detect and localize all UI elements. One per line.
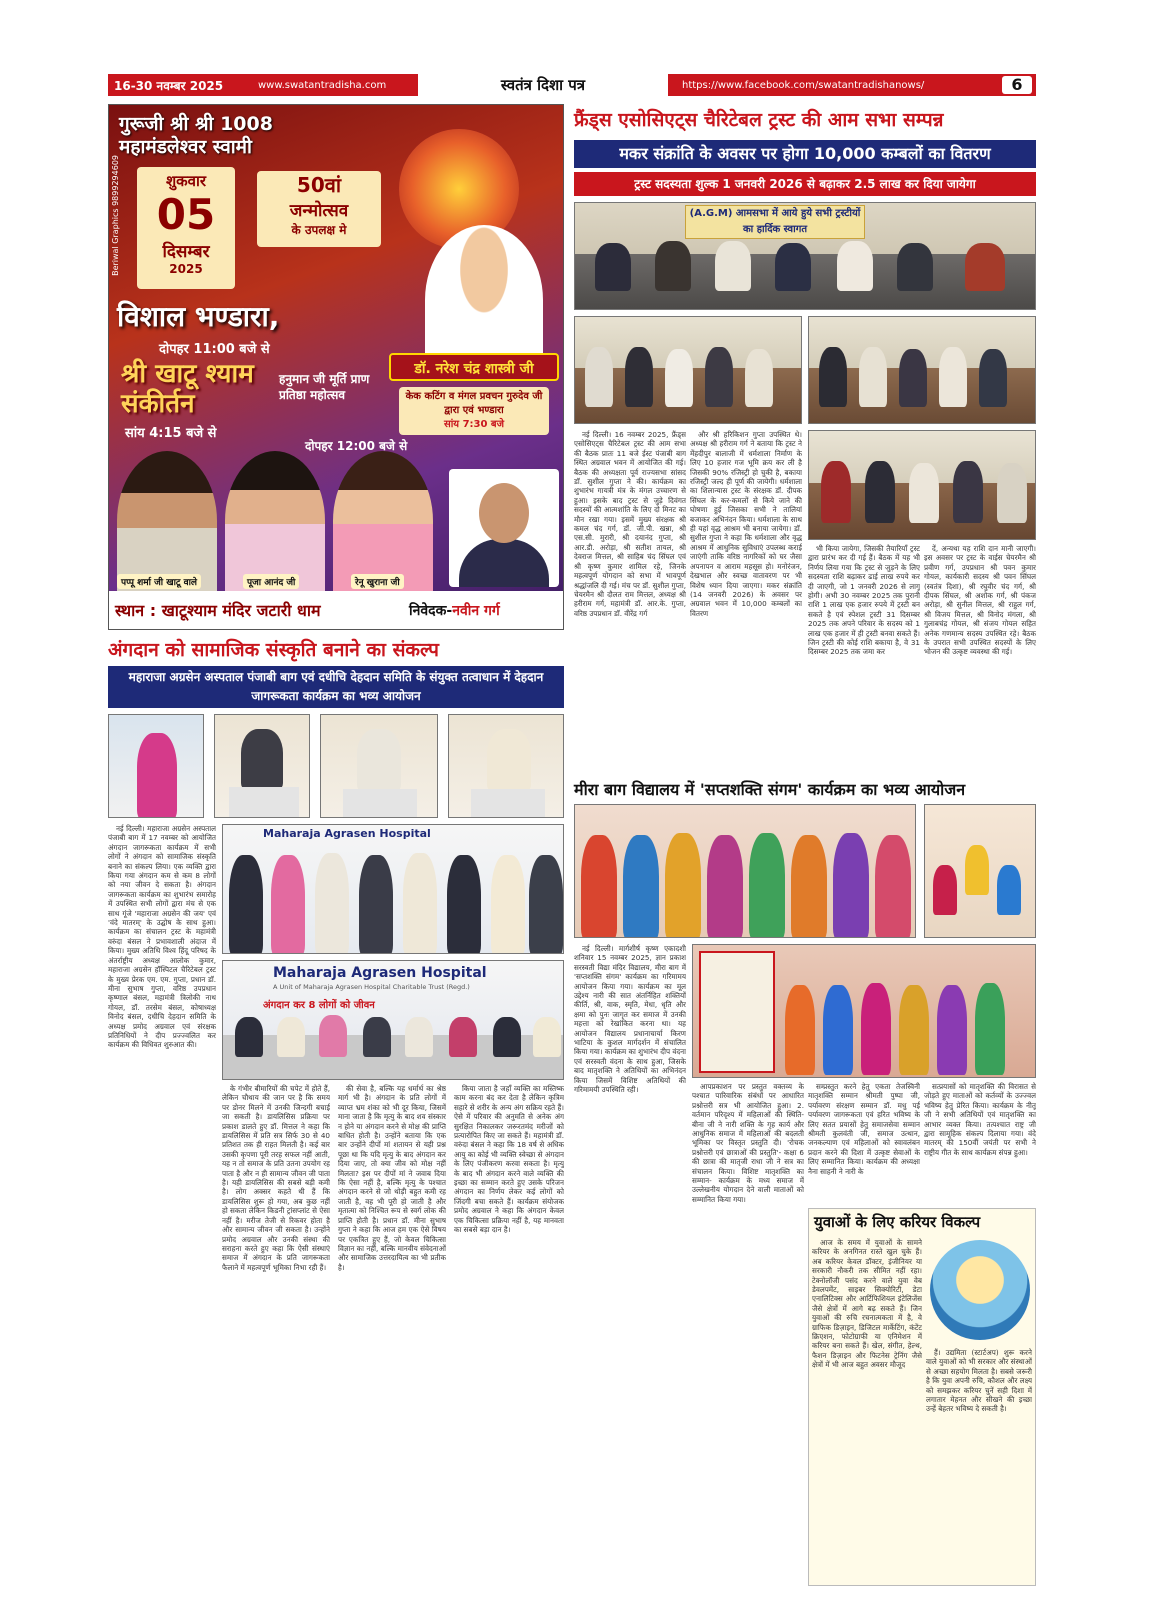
article1-column: [924, 544, 1036, 734]
article3-text: नई दिल्ली। मार्गशीर्ष कृष्ण एकादशी शनिवार 15 नवम्बर 2025, ज्ञान प्रकाश सरस्वती विद्या मंदिर विद्यालय, मीरा बाग में 'सप्तशक्ति संगम' कार्यक्रम का गरिमामय आयोजन किया गया। कार्यक्रम का मूल उद्देश्य नारी की सात अंतर्निहित शक्तियों कीर्ति, श्री, वाक, स्मृति, मेधा, धृति और क्षमा को पुनः जागृत कर समाज में उनकी महत्ता को रेखांकित करना था। यह आयोजन विद्यालय प्रधानाचार्या किरण भाटिया के कुशल मार्गदर्शन में संचालित किया गया। कार्यक्रम का शुभारंभ दीप वंदना एवं सरस्वती वंदना के साथ हुआ, जिसके बाद मातृशक्ति ने अतिथियों का अभिनंदन किया जिसमें विशिष्ट अतिथियों की गरिमामयी उपस्थिति रही।: [574, 944, 686, 1095]
article3-text: सम्प्रस्तुत करने हेतु एकता तेजस्विनी मातृशक्ति सम्मान श्रीमती पुष्पा जी, पर्यावरण संरक्षण सम्मान डॉ. मधु पई पर्यावरण जागरूकता एवं हरित भविष्य के लिए सतत प्रयासों हेतु समाजसेवा सम्मान श्रीमती कुलवंती जी, समाज उत्थान, जनकल्याण एवं महिलाओं को स्वावलंबन प्रदान करने की दिशा में उत्कृष्ट सेवाओं के लिए सम्मानित किया। कार्यक्रम की अध्यक्षा नैना साहनी ने नारी के: [808, 1082, 920, 1176]
singer-name: रेनू खुराना जी: [351, 574, 404, 589]
patron-suit: [459, 539, 549, 587]
issue-date: 16-30 नवम्बर 2025: [114, 78, 224, 93]
stage-banner-text: अंगदान कर 8 लोगों को जीवन: [263, 1000, 375, 1011]
person-figure: [235, 1017, 263, 1057]
person-figure: [493, 1017, 521, 1057]
person-figure: [665, 833, 701, 938]
jayanti-box: [257, 171, 381, 247]
person-figure: [359, 855, 393, 954]
article1-text: और श्री हरिकिशन गुप्ता उपस्थित थे। अध्यक्ष श्री हरीराम गर्ग ने बताया कि ट्रस्ट ने मेंहदीपुर बालाजी में धर्मशाला निर्माण के लिए 10 हजार गज भूमि क्रय कर ली है जिसकी 90% रजिस्ट्री हो चुकी है, बकाया रजिस्ट्री जल्द ही पूर्ण की जायेगी। धर्मशाला का शिलान्यास ट्रस्ट के संरक्षक डॉ. दीपक सिंघल के कर-कमलों से किये जाने की घोषणा हुई जिसका सभी ने तालियां बजाकर अभिनंदन किया। धर्मशाला के साथ ही यहां वृद्ध आश्रम भी बनाया जायेगा। डॉ. सुशील गुप्ता ने कहा कि धर्मशाला और वृद्ध आश्रम में आधुनिक सुविधाएं उपलब्ध कराई जाएंगी ताकि वरिष्ठ नागरिकों को घर जैसा अपनापन व आराम महसूस हो। मनोरंजन, देखभाल और स्वच्छ वातावरण पर भी विशेष ध्यान दिया जाएगा। मकर संक्रांति (14 जनवरी 2026) के अवसर पर अग्रवाल भवन में 10,000 कम्बलों का वितरण: [690, 430, 802, 618]
pravachan-time: सांय 7:30 बजे: [443, 419, 505, 430]
person-figure: [975, 983, 1005, 1075]
article2-column: [338, 1084, 446, 1586]
article3-text: सत्प्रयासों को मातृशक्ति की विरासत से जोड़ते हुए माताओं को कर्तव्यों के उज्ज्वल भविष्य हेतु प्रेरित किया। कार्यक्रम के नीतू जी ने सभी अतिथियों एवं मातृशक्ति का आभार व्यक्त किया। तत्पश्चात राष्ट्र जी द्वारा सामूहिक संकल्प दिलाया गया। वंदे मातरम् की 150वीं जयंती पर सभी ने राष्ट्रीय गीत के साथ कार्यक्रम संपन्न हुआ।: [924, 1082, 1036, 1157]
school-photo-group: [574, 804, 916, 938]
article4-headline: युवाओं के लिए करियर विकल्प: [814, 1213, 981, 1231]
bhandara-title: विशाल भण्डारा,: [117, 300, 280, 333]
organizer-name: नवीन गर्ग: [452, 602, 500, 619]
person-figure: [533, 1017, 561, 1057]
article4-column: [926, 1348, 1032, 1582]
person-figure: [821, 461, 851, 523]
speaker-name: डॉ. नरेश चंद्र शास्त्री जी: [389, 353, 559, 381]
speaker-figure: [357, 729, 401, 791]
person-figure: [405, 1017, 433, 1057]
poster-title: गुरूजी श्री श्री 1008 महामंडलेश्वर स्वामी: [119, 113, 273, 158]
article2-subheadline: महाराजा अग्रसेन अस्पताल पंजाबी बाग एवं दधीचि देहदान समिति के संयुक्त तत्वाधान में देहदान जागरूकता कार्यक्रम का भव्य आयोजन: [108, 666, 564, 708]
speaker-figure: [241, 729, 283, 789]
masthead: स्वतंत्र दिशा पत्र: [418, 74, 668, 96]
person-figure: [491, 855, 525, 954]
person-figure: [979, 349, 1007, 407]
organizer: [409, 601, 500, 620]
singer-name: पूजा आनंद जी: [243, 574, 299, 589]
event-date-box: [137, 167, 235, 289]
person-figure: [749, 833, 785, 938]
person-figure: [403, 853, 437, 954]
article4-text: आज के समय में युवाओं के सामने करियर के अनगिनत रास्ते खुल चुके हैं। अब करियर केवल डॉक्टर, इंजीनियर या सरकारी नौकरी तक सीमित नहीं रहा। टेक्नोलॉजी पसंद करने वाले युवा वेब डेवलपमेंट, साइबर सिक्योरिटी, डेटा एनालिटिक्स और आर्टिफिशियल इंटेलिजेंस जैसे क्षेत्रों में आगे बढ़ सकते हैं। जिन युवाओं की रुचि रचनात्मकता में है, वे ग्राफिक डिज़ाइन, डिजिटल मार्केटिंग, कंटेंट क्रिएशन, फोटोग्राफी या एनिमेशन में करियर बना सकते हैं। खेल, संगीत, हेल्थ, फैशन डिज़ाइन और फिटनेस ट्रेनिंग जैसे क्षेत्रों में भी आज बहुत अवसर मौजूद: [812, 1238, 922, 1370]
article3-column: [924, 1082, 1036, 1202]
page-header: [108, 74, 1036, 96]
patron-face: [479, 483, 529, 543]
page-number: 6: [1002, 76, 1032, 94]
person-figure: [745, 349, 773, 407]
shakti-poster: [699, 951, 775, 1073]
newspaper-page: [108, 68, 1036, 1588]
event-poster: [108, 104, 564, 630]
article2-text: के गंभीर बीमारियों की चपेट में होते हैं, लेकिन चौथाय की जान पर है कि समय पर डोनर मिलने में उनकी जिन्दगी बचाई जा सकती है। डायलिसिस प्रक्रिया पर प्रकाश डालते हुए डॉ. मित्तल ने कहा कि डायलिसिस में प्रति सत्र सिर्फ 30 से 40 प्रतिशत तक ही राहत मिलती है। कई बार उसकी कृपणा पूरी तरह सफल नहीं आती, यह न तो समाज के प्रति उतना उपयोग रह पाता है और न ही सामान्य जीवन जी पाता है। यही डायलिसिस की सबसे बड़ी कमी है। लोग अक्सर कहते थी हैं कि डायलिसिस शुरू हो गया, अब कुछ नहीं हो सकता लेकिन किडनी ट्रांसप्लांट से ऐसा नहीं है। मरीज तेजी से रिकवर होता है और सामान्य जीवन जी सकता है। उन्होंने प्रमोद अग्रवाल और उनकी संस्था की सराहना करते हुए कहा कि ऐसी संस्थाएं समाज में अंगदान के प्रति जागरूकता फैलाने में महत्वपूर्ण भूमिका निभा रही हैं।: [222, 1084, 330, 1272]
career-graphic: [930, 1240, 1030, 1340]
school-photo-stage: [692, 944, 1036, 1078]
singers-group: [113, 441, 443, 591]
organizer-label: निवेदक-: [409, 602, 453, 619]
article2-column: [454, 1084, 564, 1586]
jayanti-sub: के उपलक्ष मे: [291, 223, 347, 237]
hospital-sign: Maharaja Agrasen Hospital: [273, 965, 487, 981]
article1-column: [690, 430, 802, 734]
person-figure: [861, 983, 891, 1075]
person-figure: [897, 243, 933, 291]
patron-photo: [449, 469, 559, 587]
singer-photo: [333, 451, 433, 591]
article1-sub2: ट्रस्ट सदस्यता शुल्क 1 जनवरी 2026 से बढ़ाकर 2.5 लाख कर दिया जायेगा: [574, 172, 1036, 196]
event-month: दिसम्बर: [162, 242, 210, 262]
person-figure: [859, 347, 887, 407]
person-figure: [271, 855, 305, 954]
person-figure: [229, 855, 263, 954]
person-figure: [791, 835, 827, 938]
sankirtan-title: श्री खाटू श्याम संकीर्तन: [121, 359, 254, 419]
person-figure: [875, 835, 911, 938]
facebook-link[interactable]: https://www.facebook.com/swatantradishanows/: [682, 79, 925, 91]
article2-text: किया जाता है जहाँ व्यक्ति का मस्तिष्क काम करना बंद कर देता है लेकिन कृत्रिम सहारे से शरीर के अन्य अंग सक्रिय रहते हैं। ऐसे में परिवार की अनुमति से अनेक अंग सुरक्षित निकालकर जरूरतमंद मरीजों को प्रत्यारोपित किए जा सकते हैं। महामंत्री डॉ. वरुंदा बंसल ने कहा कि 18 वर्ष से अधिक आयु का कोई भी व्यक्ति स्वेच्छा से अंगदान के लिए पंजीकरण करवा सकता है। मृत्यु के बाद भी अंगदान करने वाले व्यक्ति की इच्छा का सम्मान करते हुए उसके परिजन अंगदान का निर्णय लेकर कई लोगों को जिंदगी बचा सकते हैं। कार्यक्रम संयोजक प्रमोद अग्रवाल ने कहा कि अंगदान केवल एक चिकित्सा प्रक्रिया नहीं है, यह मानवता का सबसे बड़ा दान है।: [454, 1084, 564, 1235]
website-link[interactable]: www.swatantradisha.com: [258, 79, 387, 91]
organ-photo-3: [320, 714, 438, 818]
person-figure: [899, 349, 927, 407]
organ-photo-1: [108, 714, 204, 818]
person-figure: [939, 347, 967, 407]
event-year: 2025: [169, 262, 203, 276]
agm-photo-audience-1: [574, 316, 802, 424]
article1-column: [808, 544, 920, 734]
organ-photo-felicitation: [222, 824, 564, 954]
article1-text: भी किया जायेगा, जिसकी तैयारियाँ ट्रस्ट द्वारा प्रारंभ कर दी गई हैं। बैठक में यह भी निर्णय लिया गया कि ट्रस्ट से जुड़ने के लिए सदस्यता राशि बढ़ाकर ढाई लाख रुपये कर दी जाएगी, जो 1 जनवरी 2026 से लागू होगी। अभी 30 नवम्बर 2025 तक पुरानी राशि 1 लाख एक हजार रुपये में ट्रस्टी बन सकते है एवं स्पेशल ट्रस्टी 31 दिसम्बर 2025 तक अपने परिवार के सदस्य को 1 लाख एक हजार में ही ट्रस्टी बनवा सकते हैं। जिन ट्रस्टी की कोई राशि बकाया है, वे 31 दिसम्बर 2025 तक जमा कर: [808, 544, 920, 657]
person-figure: [837, 241, 873, 291]
poster-footer: [109, 591, 564, 629]
person-figure: [705, 347, 733, 407]
person-figure: [965, 845, 989, 895]
article1-text: दें, अन्यथा यह राशि दान मानी जाएगी। इस अवसर पर ट्रस्ट के वाईस चेयरमैन श्री प्रवीण गर्ग, उपप्रधान श्री पवन कुमार गोयल, कार्यकारी सदस्य श्री पवन सिंघल (स्वतंत्र दिशा), श्री रघुवीर चंद गर्ग, श्री दीपक सिंघल, श्री अशोक गर्ग, श्री पंकज अरोड़ा, श्री सुनील मित्तल, श्री राहुल गर्ग, श्री विजय मित्तल, श्री विनोद मंगला, श्री गुलाबचंद्र गोयल, श्री संजय गोयल सहित अनेक गणमान्य सदस्य उपस्थित रहे। बैठक के उपरात सभी उपस्थित सदस्यों के लिए भोजन की उत्कृष्ट व्यवस्था की गई।: [924, 544, 1036, 657]
school-photo-students: [924, 804, 1036, 938]
article1-sub1: मकर संक्रांति के अवसर पर होगा 10,000 कम्बलों का वितरण: [574, 140, 1036, 168]
person-figure: [449, 1017, 477, 1057]
person-figure: [775, 243, 811, 291]
pravachan-text: केक कटिंग व मंगल प्रवचन गुरुदेव जी द्वारा एवं भण्डारा: [405, 391, 543, 416]
person-figure: [655, 241, 691, 291]
person-figure: [933, 865, 957, 915]
singer-photo: [225, 451, 325, 591]
person-figure: [319, 1015, 347, 1057]
person-figure: [665, 349, 693, 407]
person-figure: [447, 855, 481, 954]
article3-column: [808, 1082, 920, 1202]
article2-text: की सेवा है, बल्कि यह धर्मार्थ का श्रेष्ठ मार्ग भी है। अंगदान के प्रति लोगों में व्याप्त भ्रम शंका को भी दूर किया, जिसमें माना जाता है कि मृत्यु के बाद शव संस्कार न होने या अंगदान करने से मोक्ष की प्राप्ति बाधित होती है। उन्होंने बताया कि एक बार उन्होंने दीपों मां शतायन से यही प्रश्न पूछा था कि यदि मृत्यु के बाद अंगदान कर दिया जाए, तो क्या जीव को मोक्ष नहीं मिलता? इस पर दीपों मां ने जवाब दिया कि ऐसा नहीं है, बल्कि मृत्यु के पश्चात अंगदान करने से जो थोड़ी बहुत कमी रह जाती है, वह भी पूरी हो जाती है और मृतात्मा को निश्चित रूप से स्वर्ग लोक की प्राप्ति होती है। प्रधान डॉ. मीना सुभाष गुप्ता ने कहा कि आज हम एक ऐसे विषय पर एकत्रित हुए हैं, जो केवल चिकित्सा विज्ञान का नहीं, बल्कि मानवीय संवेदनाओं और सामाजिक उत्तरदायित्व का भी प्रतीक है।: [338, 1084, 446, 1272]
hanuman-time: दोपहर 12:00 बजे से: [305, 439, 408, 453]
person-figure: [715, 241, 751, 291]
event-day: शुकवार: [165, 172, 207, 190]
person-figure: [997, 463, 1027, 523]
organ-photo-4: [448, 714, 564, 818]
singer-photo: [117, 451, 217, 591]
article3-column: [574, 944, 686, 1344]
speaker-figure: [137, 733, 177, 818]
person-figure: [953, 461, 983, 523]
venue: स्थान : खाटूश्याम मंदिर जटारी धाम: [115, 601, 321, 620]
person-figure: [865, 461, 895, 523]
agm-photo-main: [574, 202, 1036, 310]
sankirtan-time: सांय 4:15 बजे से: [125, 426, 217, 441]
poster-credit: Beriwal Graphics 9899294609: [111, 155, 120, 276]
speaker-figure: [487, 729, 531, 791]
person-figure: [581, 835, 617, 938]
article4-column: [812, 1238, 922, 1582]
organ-photo-stage: [222, 960, 564, 1080]
article1-column: [574, 430, 686, 734]
person-figure: [965, 243, 1005, 291]
pravachan-box: [399, 387, 549, 435]
person-figure: [899, 985, 929, 1075]
article1-headline: फ्रैंड्स एसोसिएट्स चैरिटेबल ट्रस्ट की आम सभा सम्पन्न: [574, 109, 944, 131]
person-figure: [909, 463, 939, 523]
person-figure: [997, 865, 1021, 915]
person-figure: [623, 835, 659, 938]
article1-text: नई दिल्ली। 16 नवम्बर 2025, फ्रैंड्स एसोसिएट्स चैरिटेबल ट्रस्ट की आम सभा की बैठक प्रातः 11 बजे ईस्ट पंजाबी बाग स्थित अग्रवाल भवन में आयोजित की गई। बैठक की अध्यक्षता पूर्व राज्यसभा सांसद डॉ. सुशील गुप्ता ने की। कार्यक्रम का शुभारंभ गायत्री मंत्र के मंगल उच्चारण से हुआ। इसके बाद ट्रस्ट से जुड़े दिवंगत सदस्यों की आत्मशांति के लिए दो मिनट का मौन रखा गया। इसमें मुख्य संरक्षक श्री कमल चंद गर्ग, डॉ. जी.पी. खन्ना, श्री एस.सी. मुरारी, श्री दयानंद गुप्ता, श्री आर.डी. अरोड़ा, श्री सतीश तायल, श्री देवराज मित्तल, श्री साहिब चंद सिंघल एवं श्री कृष्ण कुमार शामिल रहे, जिनके महत्वपूर्ण योगदान को सभा में भावपूर्ण श्रद्धांजलि दी गई। मंच पर डॉ. सुशील गुप्ता, चेयरमैन श्री दौलत राम मित्तल, अध्यक्ष श्री हरीराम गर्ग, महामंत्री डॉ. आर.के. गुप्ता, वरिष्ठ उपप्रधान डॉ. वीरेंद्र गर्ग: [574, 430, 686, 618]
article2-column: [222, 1084, 330, 1586]
person-figure: [785, 985, 815, 1075]
jayanti-number: 50वां: [296, 173, 342, 197]
person-figure: [595, 243, 631, 291]
person-figure: [529, 855, 563, 954]
article4-text: हैं। उद्यमिता (स्टार्टअप) शुरू करने वाले युवाओं को भी सरकार और संस्थाओं से अच्छा सहयोग मिलता है। सबसे जरूरी है कि युवा अपनी रुचि, कौशल और लक्ष्य को समझकर करियर चुनें सही दिशा में लगातार मेहनत और सीखने की इच्छा उन्हें बेहतर भविष्य दे सकती है।: [926, 1348, 1032, 1414]
person-figure: [823, 985, 853, 1075]
person-figure: [707, 835, 743, 938]
jayanti-label: जन्मोत्सव: [289, 201, 349, 221]
article3-text: आपप्रकाशन पर प्रस्तुत वक्तव्य के पश्चात पारिवारिक संबंधों पर आधारित प्रश्नोत्तरी सत्र भी आयोजित हुआ। 2. वर्तमान परिदृश्य में महिलाओं की स्थिति- बीना जी ने नारी शक्ति के गृह कार्य और आधुनिक समाज में महिलाओं की बदलती भूमिका पर विस्तृत प्रस्तुति दी। 'रोचक प्रश्नोत्तरी एवं छात्राओं की प्रस्तुति'- कक्षा 6 की छात्रा की मातृजी राधा जी ने सत्र का संचालन किया। विशिष्ट मातृशक्ति का सम्मान- कार्यक्रम के मध्य समाज में उल्लेखनीय योगदान देने वाली माताओं को सम्मानित किया गया।: [692, 1082, 804, 1204]
podium: [343, 789, 417, 817]
agm-photo-audience-2: [808, 316, 1036, 424]
article3-headline: मीरा बाग विद्यालय में 'सप्तशक्ति संगम' कार्यक्रम का भव्य आयोजन: [574, 780, 966, 799]
podium: [471, 789, 545, 817]
person-figure: [585, 347, 613, 407]
person-figure: [315, 853, 349, 954]
person-figure: [819, 347, 847, 407]
agm-banner: (A.G.M) आमसभा में आये हुये सभी ट्रस्टीयों का हार्दिक स्वागत: [685, 205, 865, 239]
person-figure: [937, 985, 967, 1075]
article2-column: [108, 824, 216, 1586]
article2-text: नई दिल्ली। महाराजा अग्रसेन अस्पताल पंजाबी बाग में 17 नवम्बर को आयोजित अंगदान जागरूकता कार्यक्रम में सभी लोगों ने अंगदान को सामाजिक संस्कृति बनाने का संकल्प लिया। एक व्यक्ति द्वारा किया गया अंगदान कम से कम 8 लोगों को नया जीवन दे सकता है। अंगदान जागरूकता कार्यक्रम का शुभारंभ समारोह में उपस्थित सभी लोगों द्वारा मंच से एक साथ गूंजे 'महाराजा अग्रसेन की जय' एवं 'वंदे मातरम्' के उद्घोष के साथ हुआ। कार्यक्रम का संचालन ट्रस्ट के महामंत्री वरुंदा बंसल ने प्रभावशाली अंदाज में किया। मुख्य अतिथि विश्व हिंदू परिषद के अंतर्राष्ट्रीय अध्यक्ष आलोक कुमार, महाराजा अग्रसेन हॉस्पिटल चैरिटेबल ट्रस्ट के मुख्य प्रेरक एम. एम. गुप्ता, प्रधान डॉ. मीना सुभाष गुप्ता, वरिष्ठ उपप्रधान कृष्णाल बंसल, महामंत्री त्रिलोकी नाथ गोयल, डॉ. तरसेम बंसल, कोषाध्यक्ष विनोद बंसल, दधीचि देहदान समिति के अध्यक्ष प्रमोद अग्रवाल एवं संरक्षक प्रतिनिधियों ने दीप प्रज्ज्वलित कर कार्यक्रम की विधिवत शुरुआत की।: [108, 824, 216, 1050]
event-date-number: 05: [156, 190, 216, 239]
hospital-sign: Maharaja Agrasen Hospital: [263, 827, 431, 840]
person-figure: [625, 347, 653, 407]
person-figure: [833, 833, 869, 938]
singer-name: पप्पू शर्मा जी खाटू वाले: [117, 574, 201, 589]
bhandara-time: दोपहर 11:00 बजे से: [159, 342, 270, 357]
person-figure: [363, 1017, 391, 1057]
agm-photo-audience-3: [808, 430, 1036, 540]
hospital-subtext: A Unit of Maharaja Agrasen Hospital Charitable Trust (Regd.): [273, 983, 470, 991]
podium: [229, 787, 299, 817]
hanuman-event: हनुमान जी मूर्ति प्राण प्रतिष्ठा महोत्सव: [279, 372, 370, 402]
organ-photo-2: [214, 714, 310, 818]
person-figure: [277, 1017, 305, 1057]
article2-headline: अंगदान को सामाजिक संस्कृति बनाने का संकल्प: [108, 639, 439, 661]
article3-column: [692, 1082, 804, 1462]
